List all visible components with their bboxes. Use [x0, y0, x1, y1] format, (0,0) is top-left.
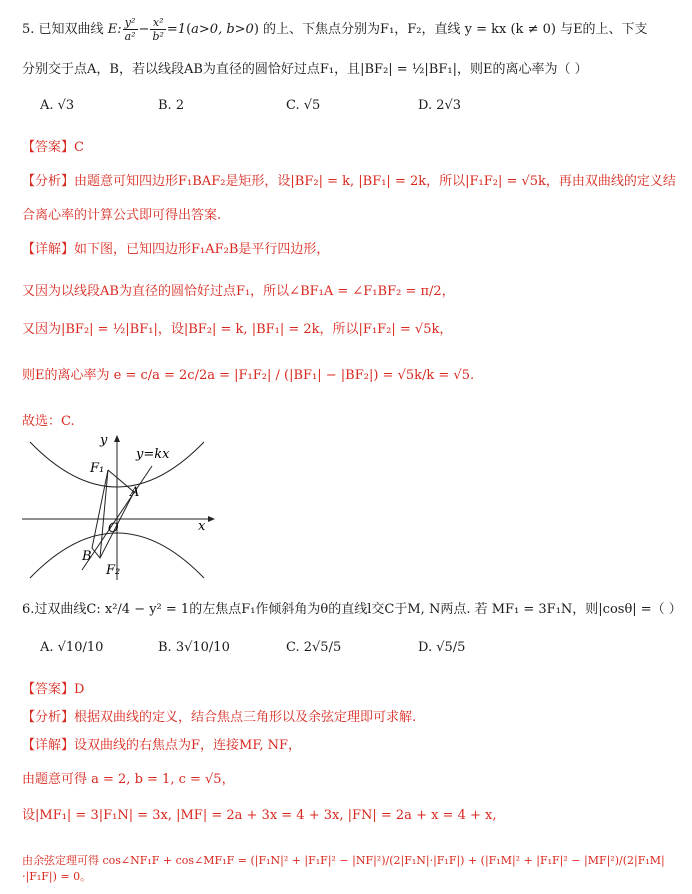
q6-detail-line-4: 由余弦定理可得 cos∠NF₁F + cos∠MF₁F = (|F₁N|² + |F₁F|² − |NF|²)/(2|F₁N|·|F₁F|) + (|F₁M|² + |F₁F|² − |MF|²)/(2|F₁M|·|F₁F|) = 0。 [22, 854, 665, 883]
q6-detail-line-2: 由题意可得 a = 2, b = 1, c = √5， [22, 772, 235, 787]
q6-number: 6. [22, 602, 35, 617]
q5-detail-line-1 [22, 238, 329, 257]
q6-option-c: C. 2√5/5 [286, 640, 342, 655]
q6-stem-text: 过双曲线C: x²/4 − y² = 1的左焦点F₁作倾斜角为θ的直线l交C于M, N两点. 若 MF₁ = 3F₁N，则|cosθ| =（ ） [34, 602, 682, 617]
q6-analysis-tag: 【分析】 [22, 710, 75, 725]
q5-stem-1b: 的上、下焦点分别为F₁，F₂，直线 y = kx (k ≠ 0) 与E的上、下支 [263, 22, 648, 37]
q5-analysis-line-2: 合离心率的计算公式即可得出答案. [22, 208, 222, 223]
q5-stem-line-1 [22, 16, 648, 43]
q5-detail-line-3: 又因为|BF₂| = ½|BF₁|，设|BF₂| = k, |BF₁| = 2k，所以|F₁F₂| = √5k， [22, 322, 453, 337]
label-line: y=kx [136, 447, 170, 462]
q5-stem-1a: 已知双曲线 [38, 22, 104, 37]
q6-detail-tag: 【详解】 [22, 738, 75, 753]
q6-answer-tag: 【答案】 [22, 682, 75, 697]
q6-detail-line-3: 设|MF₁| = 3|F₁N| = 3x, |MF| = 2a + 3x = 4 + 3x, |FN| = 2a + x = 4 + x, [22, 808, 497, 823]
q5-analysis-text-1: 由题意可知四边形F₁BAF₂是矩形，设|BF₂| = k, |BF₁| = 2k，所以|F₁F₂| = √5k，再由双曲线的定义结 [74, 174, 676, 189]
q5-answer-tag: 【答案】 [22, 140, 75, 155]
q5-option-b: B. 2 [158, 98, 185, 113]
q5-equation: E: $\frac{\text{y²}}{\text{a²}}$ − $\frac{\text{x²}}{\text{b²}}$ =1(a>0, b>0) [107, 16, 259, 43]
q6-answer [22, 678, 84, 697]
q6-answer-value: D [74, 682, 85, 697]
label-a: A [130, 485, 140, 500]
q5-detail-line-2: 又因为以线段AB为直径的圆恰好过点F₁，所以∠BF₁A = ∠F₁BF₂ = π/2， [22, 284, 455, 299]
q5-detail-text-1: 如下图，已知四边形F₁AF₂B是平行四边形， [74, 242, 330, 257]
label-y: y [100, 433, 108, 448]
q6-analysis-text: 根据双曲线的定义，结合焦点三角形以及余弦定理即可求解. [74, 710, 417, 725]
label-o: O [108, 521, 119, 536]
q5-number: 5. [22, 22, 35, 37]
q5-option-a: A. √3 [40, 98, 75, 113]
q5-stem-line-2: 分别交于点A，B，若以线段AB为直径的圆恰好过点F₁，且|BF₂| = ½|BF₁|，则E的离心率为（ ） [22, 62, 588, 77]
label-f1: F₁ [90, 461, 105, 476]
q6-stem [22, 598, 682, 617]
q6-option-a: A. √10/10 [40, 640, 104, 655]
q5-answer-value: C [74, 140, 84, 155]
q6-detail-line-1 [22, 734, 301, 753]
quadrilateral-f1-a-f2-b [92, 470, 134, 558]
q5-detail-tag: 【详解】 [22, 242, 75, 257]
q5-conclusion: 故选：C. [22, 414, 75, 429]
y-axis-arrow [114, 435, 120, 442]
q5-analysis-tag: 【分析】 [22, 174, 75, 189]
label-f2: F₂ [106, 563, 121, 578]
q6-detail-text-1: 设双曲线的右焦点为F，连接MF, NF， [74, 738, 302, 753]
q5-analysis-line-1 [22, 170, 676, 189]
q5-detail-line-4: 则E的离心率为 e = c/a = 2c/2a = |F₁F₂| / (|BF₁| − |BF₂|) = √5k/k = √5. [22, 368, 475, 383]
hyperbola-figure [20, 432, 220, 582]
x-axis-arrow [208, 516, 215, 522]
q5-option-d: D. 2√3 [418, 98, 462, 113]
label-b: B [82, 549, 92, 564]
q6-option-b: B. 3√10/10 [158, 640, 230, 655]
label-x: x [198, 519, 206, 534]
q5-answer [22, 136, 84, 155]
q6-analysis [22, 706, 416, 725]
q6-option-d: D. √5/5 [418, 640, 466, 655]
q5-option-c: C. √5 [286, 98, 321, 113]
